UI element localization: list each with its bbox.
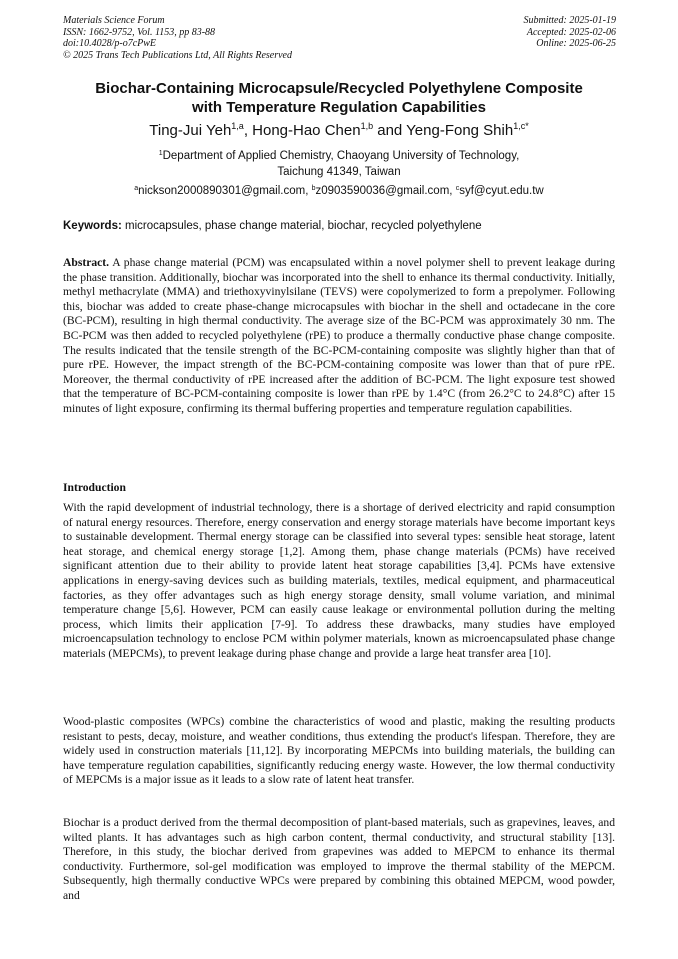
copyright: © 2025 Trans Tech Publications Ltd, All Rights Reserved (63, 49, 292, 61)
author-3-sup: 1,c* (513, 121, 529, 131)
email-sup: a (134, 185, 139, 192)
author-2: Hong-Hao Chen (252, 122, 361, 139)
affiliation-sup: 1 (158, 150, 163, 157)
keywords-text: microcapsules, phase change material, biochar, recycled polyethylene (121, 220, 482, 232)
submitted-date: Submitted: 2025-01-19 (523, 15, 616, 26)
author-2-sup: 1,b (360, 121, 374, 131)
abstract-text: A phase change material (PCM) was encapsulated within a novel polymer shell to prevent leakage during the phase transition. Additionally, biochar was incorporated into the shell to enhance its thermal conductivity. Initially, methyl methacrylate (MMA) and triethoxyvinylsilane (TEVS) were copolymerized to form a prepolymer. Following this, biochar was added to create phase-change microcapsules with biochar in the shell and octadecane in the core (BC-PCM), resulting in high thermal conductivity. The average size of the BC-PCM was approximately 30 nm. The BC-PCM was then added to recycled polyethylene (rPE) to produce a thermally conductive phase change composite. The results indicated that the tensile strength of the BC-PCM-containing composite was slightly higher than that of pure rPE. However, the impact strength of the BC-PCM-containing composite was lower than that of pure rPE. Moreover, the thermal conductivity of rPE increased after the addition of BC-PCM. The light exposure test showed that the temperature of BC-PCM-containing composite is lower than rPE by 1.4°C (from 26.2°C to 24.8°C) after 15 minutes of light exposure, confirming its thermal buffering properties and temperature regulation capabilities. (63, 256, 615, 415)
dates-header (524, 15, 617, 50)
introduction-paragraph-2: Wood-plastic composites (WPCs) combine the characteristics of wood and plastic, making the resulting products resistant to pests, decay, moisture, and weather conditions, thus extending the product's lifespan. Therefore, they are widely used in construction materials [11,12]. By incorporating MEPCMs into building materials, the building can have temperature regulation capabilities, significantly reducing energy waste. However, the low thermal conductivity of MEPCMs is a major issue as it leads to a slow rate of latent heat transfer. (63, 715, 615, 787)
accepted-date: Accepted: 2025-02-06 (526, 26, 616, 38)
email-sup: c (455, 185, 460, 192)
abstract (63, 256, 615, 417)
author-1-sup: 1,a (231, 121, 244, 131)
journal-header (63, 15, 292, 61)
keywords (63, 219, 615, 234)
authors (40, 121, 638, 141)
journal-name: Materials Science Forum (63, 15, 165, 26)
email-a: nickson2000890301@gmail.com, (138, 185, 312, 197)
author-3: Yeng-Fong Shih (406, 122, 514, 139)
email-b: z0903590036@gmail.com, (315, 185, 456, 197)
introduction-paragraph-1: With the rapid development of industrial technology, there is a shortage of derived electricity and rapid consumption of natural energy resources. Therefore, energy conservation and energy storage materials have become important keys to sustainable development. Thermal energy storage can be classified into several types: sensible heat storage, latent heat storage, and chemical energy storage [1,2]. Among them, phase change materials (PCMs) have received significant attention due to their ability to provide latent heat storage capabilities [3,4]. PCMs have extensive applications in energy-saving devices such as building materials, textiles, medical equipment, and pharmaceutical factories, as they offer advantages such as high energy storage density, small volume variation, and minimal temperature change [5,6]. However, PCM can easily cause leakage or environmental pollution during the melting process, which limits their application [7-9]. To address these drawbacks, many studies have employed microencapsulation technology to enclose PCM within polymer materials, known as microencapsulated phase change materials (MEPCMs), to prevent leakage during phase change and provide a large heat transfer area [10]. (63, 501, 615, 660)
affiliation (40, 149, 638, 180)
author-separator: , (243, 122, 253, 139)
introduction-heading: Introduction (63, 481, 126, 494)
title-line-2: with Temperature Regulation Capabilities (192, 99, 486, 116)
email-sup: b (311, 185, 316, 192)
online-date: Online: 2025-06-25 (536, 38, 616, 50)
abstract-label: Abstract. (63, 256, 110, 269)
introduction-paragraph-3: Biochar is a product derived from the thermal decomposition of plant-based materials, such as grapevines, leaves, and wilted plants. It has advantages such as high carbon content, thermal conductivity, and structural stability [13]. Therefore, in this study, the biochar derived from grapevines was added to MEPCM to enhance its thermal conductivity. Furthermore, sol-gel modification was employed to improve the thermal stability of the MEPCM. Subsequently, high thermally conductive WPCs were prepared by combining this obtained MEPCM, wood powder, and (63, 816, 615, 902)
keywords-label: Keywords: (63, 220, 122, 232)
emails (40, 184, 638, 199)
title-line-1: Biochar-Containing Microcapsule/Recycled Polyethylene Composite (95, 80, 583, 97)
author-1: Ting-Jui Yeh (149, 122, 232, 139)
doi: doi:10.4028/p-o7cPwE (63, 38, 157, 50)
affiliation-line-1: Department of Applied Chemistry, Chaoyang University of Technology, (162, 150, 520, 162)
author-separator: and (373, 122, 407, 139)
affiliation-line-2: Taichung 41349, Taiwan (277, 165, 401, 178)
paper-title (40, 79, 638, 117)
issn: ISSN: 1662-9752, Vol. 1153, pp 83-88 (63, 26, 216, 38)
email-c: syf@cyut.edu.tw (459, 185, 544, 197)
